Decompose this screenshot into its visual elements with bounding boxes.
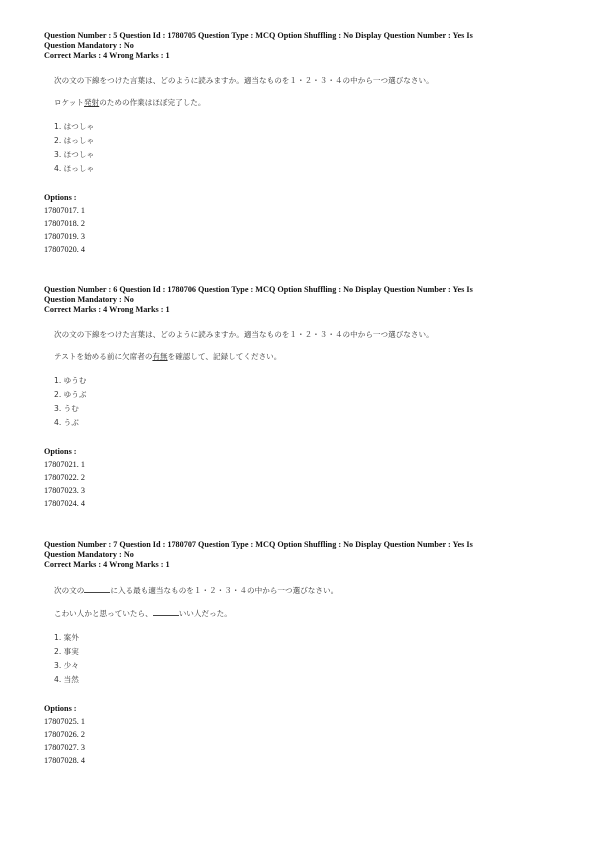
options-title: Options : <box>44 704 77 713</box>
question-stem: 次の文の下線をつけた言葉は、どのように読みますか。適当なものを１・２・３・４の中から一つ選びなさい。 <box>54 76 434 85</box>
option-1: 17807025. 1 <box>44 717 85 726</box>
question-header-cont: Question Mandatory : No <box>44 550 134 559</box>
choice-4: 4. うぶ <box>54 418 79 427</box>
option-3: 17807019. 3 <box>44 232 85 241</box>
question-sentence <box>44 98 544 108</box>
question-5 <box>44 31 544 256</box>
choice-4: 4. 当然 <box>54 675 79 684</box>
option-4: 17807024. 4 <box>44 499 85 508</box>
sentence-pre: テストを始める前に欠席者の <box>54 352 153 361</box>
choice-4: 4. ほっしゃ <box>54 164 95 173</box>
question-sentence <box>44 608 544 619</box>
choice-2: 2. 事実 <box>54 647 79 656</box>
option-4: 17807020. 4 <box>44 245 85 254</box>
stem-pre: 次の文の <box>54 586 85 595</box>
choice-3: 3. 少々 <box>54 661 79 670</box>
question-stem: 次の文の下線をつけた言葉は、どのように読みますか。適当なものを１・２・３・４の中から一つ選びなさい。 <box>54 330 434 339</box>
blank-line <box>84 585 110 593</box>
option-1: 17807021. 1 <box>44 460 85 469</box>
option-2: 17807022. 2 <box>44 473 85 482</box>
question-header: Question Number : 5 Question Id : 1780705 Question Type : MCQ Option Shuffling : No Display Question Number : Yes Is <box>44 31 473 40</box>
option-1: 17807017. 1 <box>44 206 85 215</box>
underlined-word: 発射 <box>84 98 100 107</box>
question-6 <box>44 285 544 510</box>
question-header-cont: Question Mandatory : No <box>44 41 134 50</box>
choice-2: 2. ゆうぶ <box>54 390 87 399</box>
sentence-post: いい人だった。 <box>178 609 232 618</box>
sentence-post: を確認して、記録してください。 <box>167 352 282 361</box>
question-7 <box>44 540 544 767</box>
question-sentence <box>44 352 544 362</box>
marks: Correct Marks : 4 Wrong Marks : 1 <box>44 305 170 314</box>
choice-1: 1. 案外 <box>54 633 79 642</box>
answer-choices <box>44 120 544 176</box>
options-title: Options : <box>44 193 77 202</box>
option-4: 17807028. 4 <box>44 756 85 765</box>
answer-choices <box>44 374 544 430</box>
question-header: Question Number : 6 Question Id : 1780706 Question Type : MCQ Option Shuffling : No Display Question Number : Yes Is <box>44 285 473 294</box>
question-header: Question Number : 7 Question Id : 1780707 Question Type : MCQ Option Shuffling : No Display Question Number : Yes Is <box>44 540 473 549</box>
option-2: 17807026. 2 <box>44 730 85 739</box>
underlined-word: 有無 <box>152 352 168 361</box>
choice-3: 3. ほつしゃ <box>54 150 95 159</box>
question-stem <box>44 585 544 596</box>
question-header-cont: Question Mandatory : No <box>44 295 134 304</box>
choice-1: 1. ゆうむ <box>54 376 87 385</box>
blank-line <box>153 608 179 616</box>
choice-3: 3. うむ <box>54 404 79 413</box>
answer-choices <box>44 631 544 687</box>
sentence-pre: こわい人かと思っていたら、 <box>54 609 153 618</box>
choice-1: 1. はつしゃ <box>54 122 95 131</box>
option-3: 17807027. 3 <box>44 743 85 752</box>
marks: Correct Marks : 4 Wrong Marks : 1 <box>44 560 170 569</box>
sentence-post: のための作業はほぼ完了した。 <box>99 98 206 107</box>
stem-post: に入る最も適当なものを１・２・３・４の中から一つ選びなさい。 <box>110 586 339 595</box>
options-title: Options : <box>44 447 77 456</box>
option-2: 17807018. 2 <box>44 219 85 228</box>
marks: Correct Marks : 4 Wrong Marks : 1 <box>44 51 170 60</box>
choice-2: 2. はっしゃ <box>54 136 95 145</box>
option-3: 17807023. 3 <box>44 486 85 495</box>
sentence-pre: ロケット <box>54 98 84 107</box>
